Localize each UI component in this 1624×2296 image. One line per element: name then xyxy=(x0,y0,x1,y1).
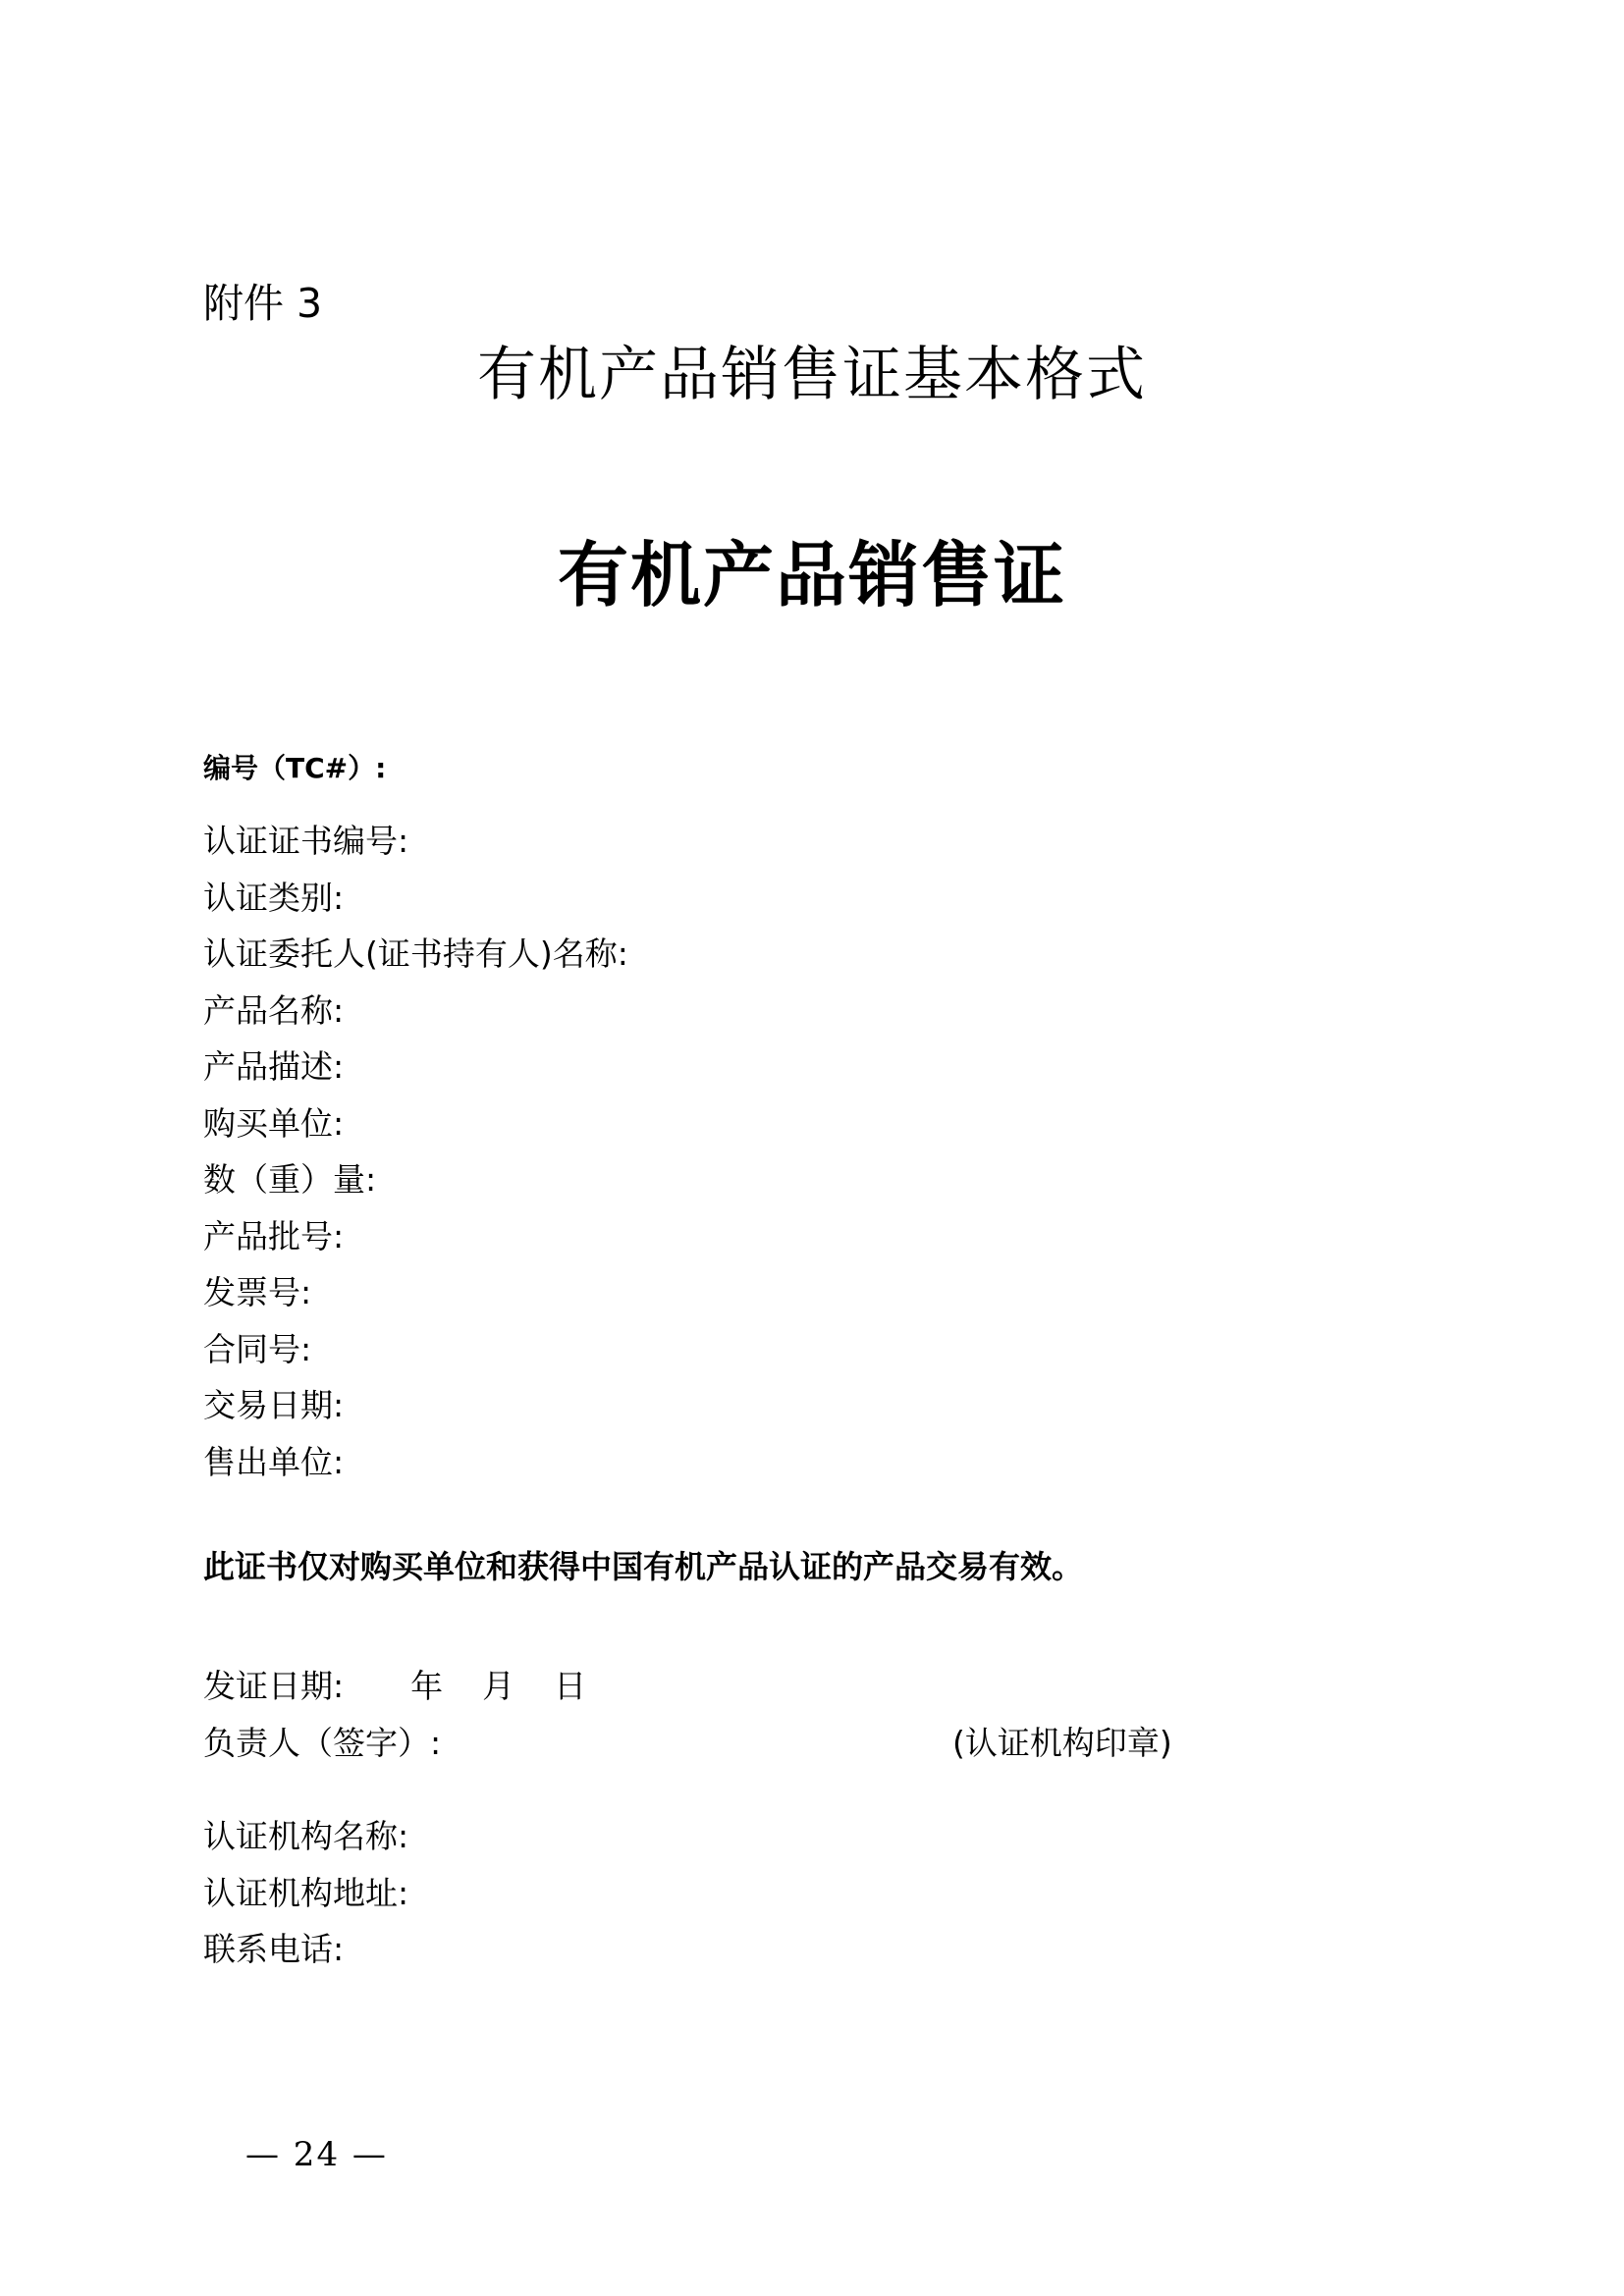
organization-field-list xyxy=(203,1808,408,1978)
field-applicant-name: 认证委托人(证书持有人)名称: xyxy=(203,934,628,973)
field-batch-number: 产品批号: xyxy=(203,1216,345,1255)
issue-date-day: 日 xyxy=(554,1667,587,1705)
field-invoice-number: 发票号: xyxy=(203,1273,312,1311)
page-number: — 24 — xyxy=(245,2135,388,2174)
tc-number-label: 编号（TC#）: xyxy=(203,752,387,784)
field-contract-number: 合同号: xyxy=(203,1329,312,1368)
attachment-label: 附件 3 xyxy=(203,280,323,327)
validity-notice: 此证书仅对购买单位和获得中国有机产品认证的产品交易有效。 xyxy=(203,1548,1084,1585)
field-organization-name: 认证机构名称: xyxy=(203,1817,409,1855)
field-contact-phone: 联系电话: xyxy=(203,1930,345,1968)
certificate-field-list xyxy=(203,813,628,1490)
field-certificate-number: 认证证书编号: xyxy=(203,822,409,860)
field-product-description: 产品描述: xyxy=(203,1047,345,1086)
issue-date-line xyxy=(203,1659,586,1714)
document-title: 有机产品销售证 xyxy=(557,534,1066,616)
seal-label: (认证机构印章) xyxy=(952,1724,1172,1762)
document-subtitle: 有机产品销售证基本格式 xyxy=(477,341,1147,409)
issue-date-month: 月 xyxy=(482,1667,515,1705)
field-seller: 售出单位: xyxy=(203,1442,345,1481)
field-organization-address: 认证机构地址: xyxy=(203,1873,409,1912)
field-product-name: 产品名称: xyxy=(203,990,345,1030)
issue-date-label: 发证日期: xyxy=(203,1667,345,1705)
issue-date-year: 年 xyxy=(410,1667,444,1705)
field-certification-category: 认证类别: xyxy=(203,878,345,917)
field-buyer: 购买单位: xyxy=(203,1103,345,1143)
signer-label: 负责人（签字）: xyxy=(203,1724,442,1762)
field-transaction-date: 交易日期: xyxy=(203,1386,345,1424)
field-quantity: 数（重）量: xyxy=(203,1160,377,1199)
